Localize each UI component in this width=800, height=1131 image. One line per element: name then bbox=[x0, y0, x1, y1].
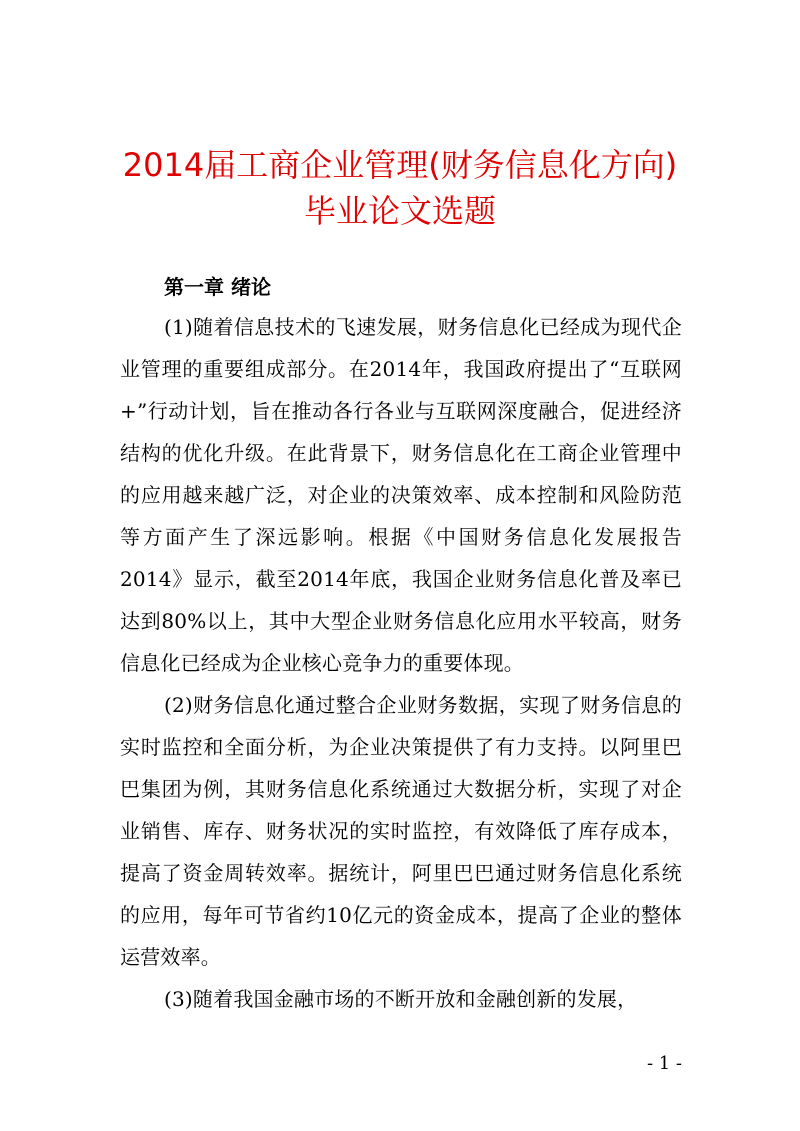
chapter-heading: 第一章 绪论 bbox=[164, 275, 271, 299]
document-body bbox=[120, 268, 682, 1020]
paragraph-2: (2)财务信息化通过整合企业财务数据，实现了财务信息的实时监控和全面分析，为企业决策提供了有力支持。以阿里巴巴集团为例，其财务信息化系统通过大数据分析，实现了对企业销售、库存、财务状况的实时监控，有效降低了库存成本，提高了资金周转效率。据统计，阿里巴巴通过财务信息化系统的应用，每年可节省约10亿元的资金成本，提高了企业的整体运营效率。 bbox=[120, 693, 682, 969]
page-number: - 1 - bbox=[646, 1053, 682, 1074]
paragraph-3: (3)随着我国金融市场的不断开放和金融创新的发展， bbox=[164, 987, 638, 1011]
document-title: 2014届工商企业管理(财务信息化方向)毕业论文选题 bbox=[122, 146, 678, 230]
paragraph-1: (1)随着信息技术的飞速发展，财务信息化已经成为现代企业管理的重要组成部分。在2014年，我国政府提出了“互联网+”行动计划，旨在推动各行各业与互联网深度融合，促进经济结构的优化升级。在此背景下，财务信息化在工商企业管理中的应用越来越广泛，对企业的决策效率、成本控制和风险防范等方面产生了深远影响。根据《中国财务信息化发展报告2014》显示，截至2014年底，我国企业财务信息化普及率已达到80%以上，其中大型企业财务信息化应用水平较高，财务信息化已经成为企业核心竞争力的重要体现。 bbox=[120, 315, 682, 675]
